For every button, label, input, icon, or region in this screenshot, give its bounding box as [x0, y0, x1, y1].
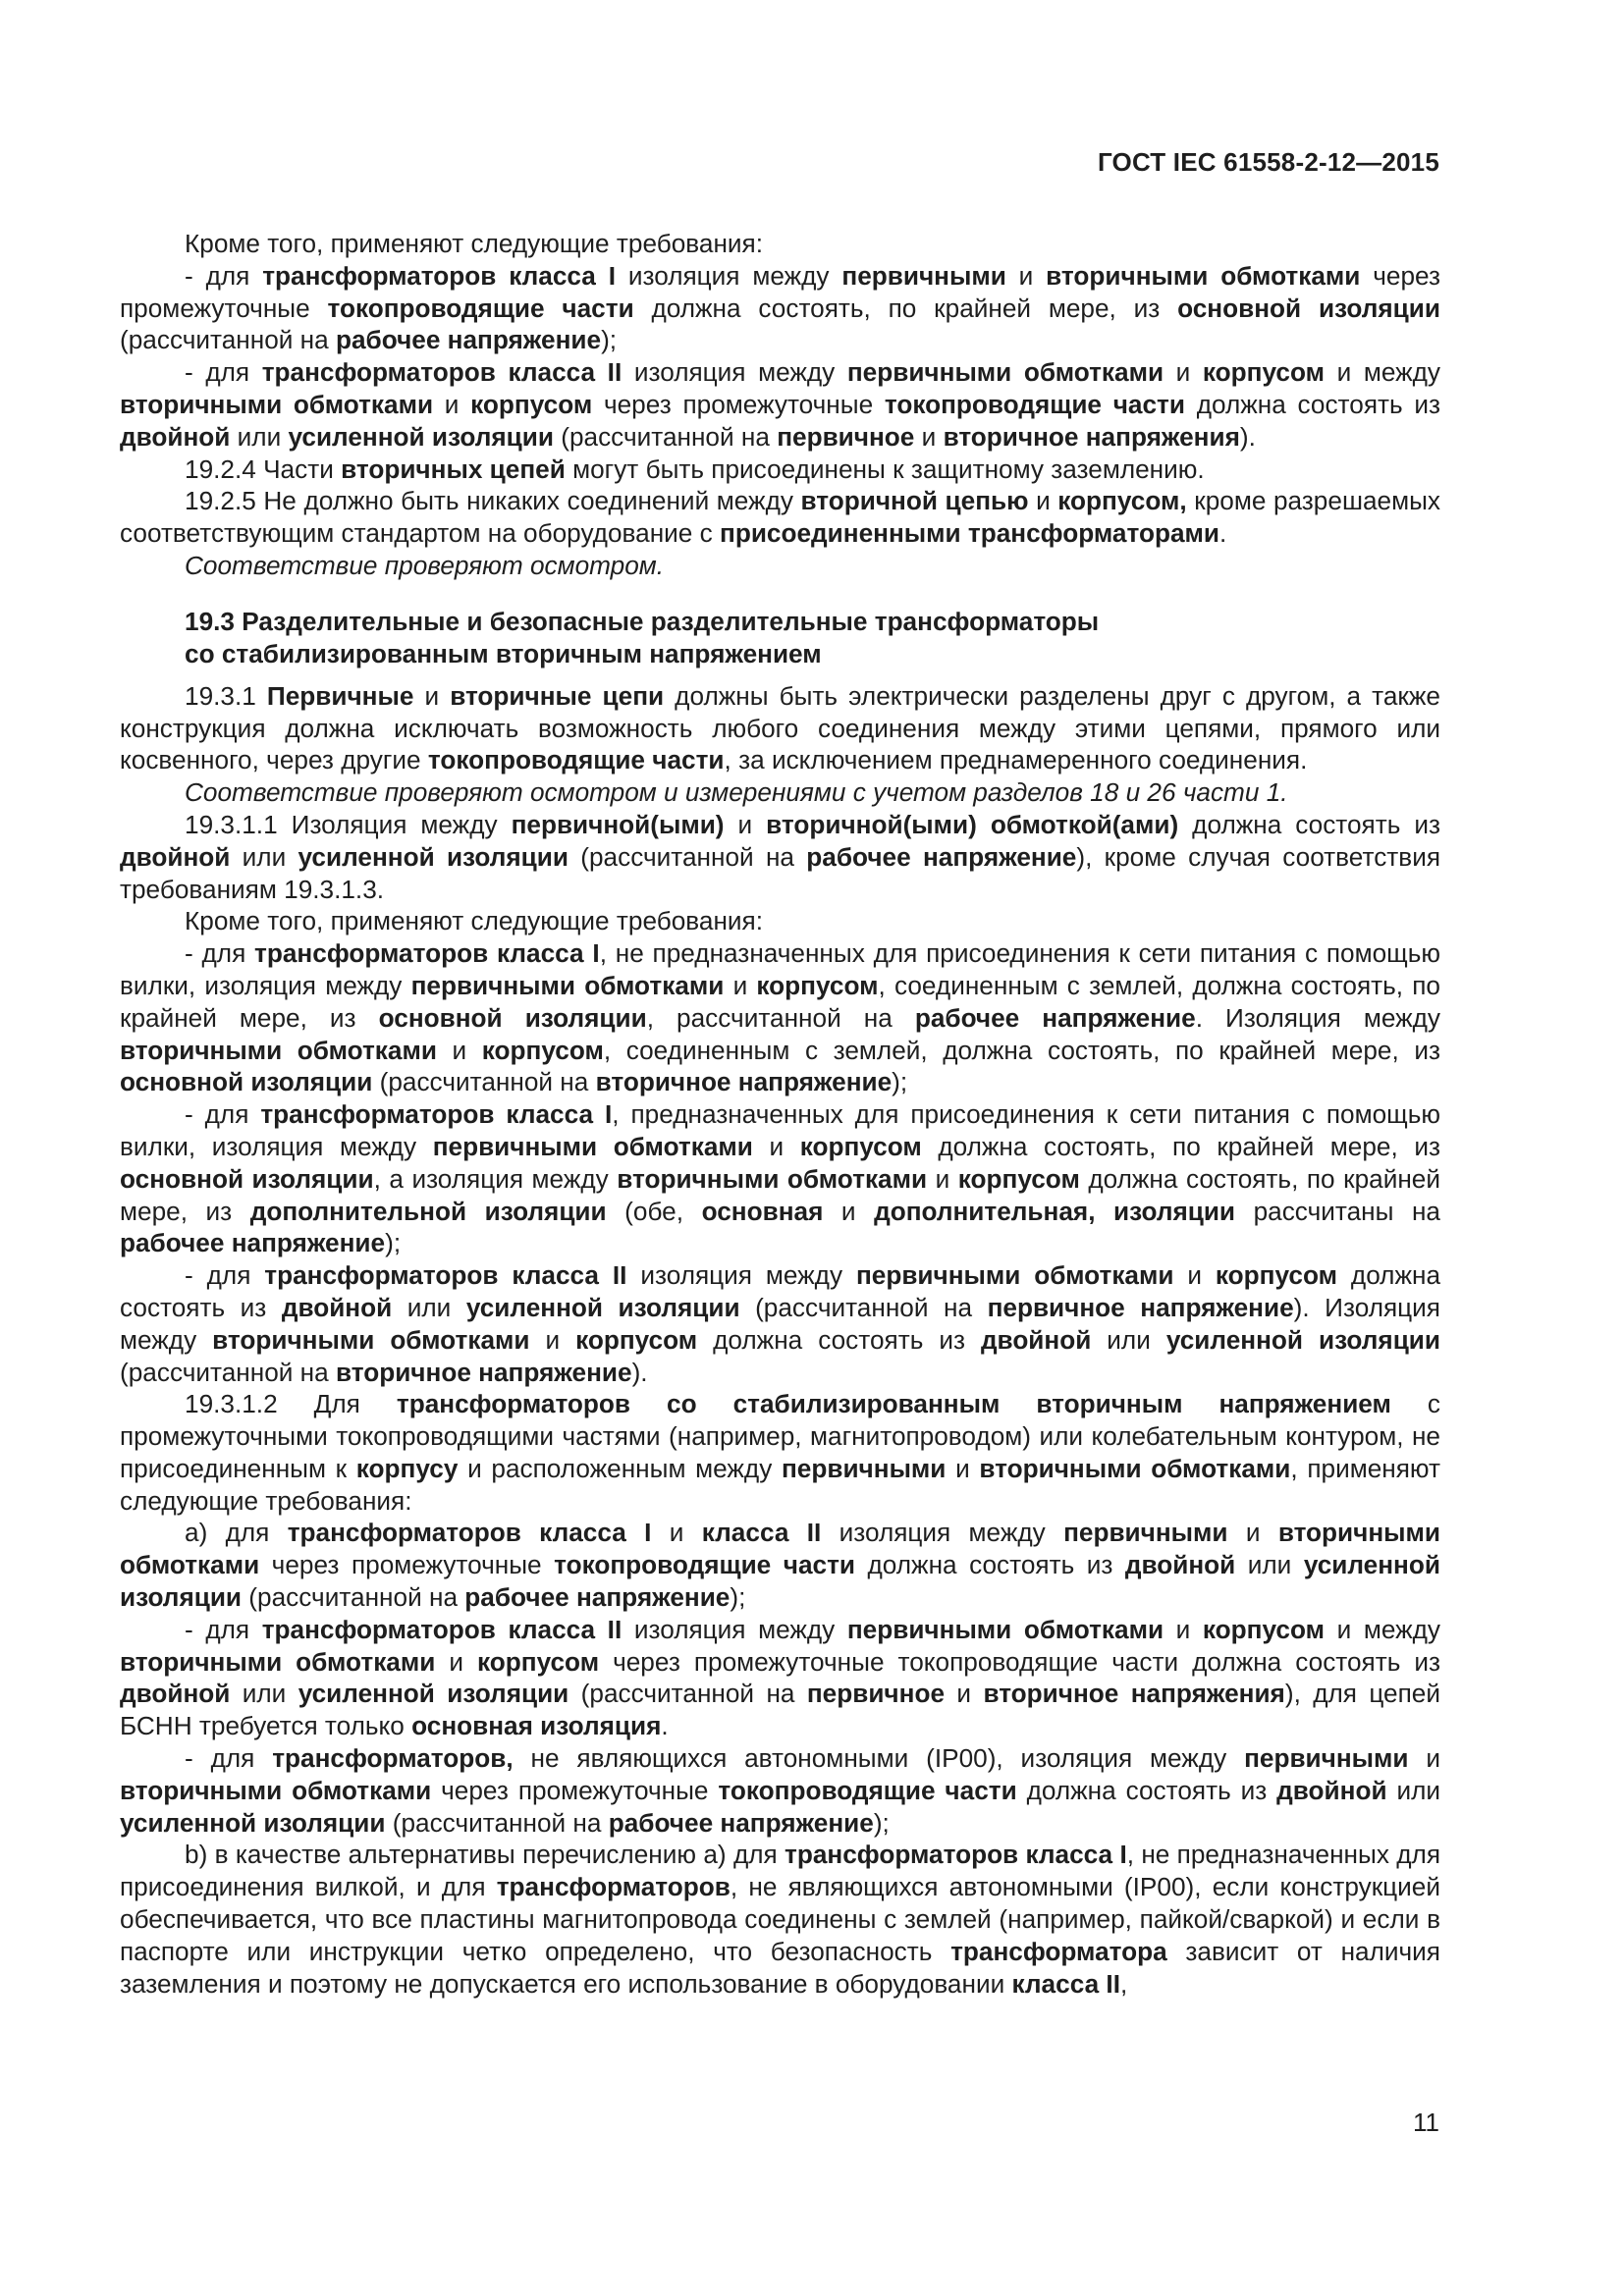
paragraph: - для трансформаторов класса II изоляция между первичными обмотками и корпусом и между вторичными обмотками и корпусом через промежуточные токопроводящие части должна состоять из двойной или усиленной изоляции (рассчитанной на первичное и вторичное напряжения), для цепей БСНН требуется только основная изоляция. — [120, 1614, 1441, 1741]
paragraph: Соответствие проверяют осмотром. — [185, 550, 665, 580]
paragraph: - для трансформаторов класса I, предназначенных для присоединения к сети питания с помощью вилки, изоляция между первичными обмотками и корпусом должна состоять, по крайней мере, из основной изоляции, а изоляция между вторичными обмотками и корпусом должна состоять, по крайней мере, из дополнительной изоляции (обе, основная и дополнительная, изоляции рассчитаны на рабочее напряжение); — [120, 1099, 1441, 1258]
paragraph-group-a — [120, 228, 1440, 582]
paragraph: 19.3.1.2 Для трансформаторов со стабилизированным вторичным напряжением с промежуточными токопроводящими частями (например, магнитопроводом) или колебательным контуром, не присоединенным к корпусу и расположенным между первичными и вторичными обмотками, применяют следующие требования: — [120, 1389, 1440, 1516]
paragraph: - для трансформаторов класса I изоляция между первичными и вторичными обмотками через промежуточные токопроводящие части должна состоять, по крайней мере, из основной изоляции (рассчитанной на рабочее напряжение); — [120, 260, 1441, 355]
page-number: 11 — [1413, 2108, 1439, 2137]
section-heading — [185, 606, 1440, 670]
paragraph: - для трансформаторов класса II изоляция между первичными обмотками и корпусом и между вторичными обмотками и корпусом через промежуточные токопроводящие части должна состоять из двойной или усиленной изоляции (рассчитанной на первичное и вторичное напряжения). — [120, 357, 1441, 452]
paragraph: Соответствие проверяют осмотром и измерениями с учетом разделов 18 и 26 части 1. — [185, 777, 1288, 808]
section-heading-line: со стабилизированным вторичным напряжением — [185, 638, 822, 668]
paragraph: Кроме того, применяют следующие требования: — [185, 229, 764, 258]
paragraph: 19.3.1.1 Изоляция между первичной(ыми) и вторичной(ыми) обмоткой(ами) должна состоять из двойной или усиленной изоляции (рассчитанной на рабочее напряжение), кроме случая соответствия требованиям 19.3.1.3. — [120, 809, 1440, 904]
paragraph: 19.2.5 Не должно быть никаких соединений между вторичной цепью и корпусом, кроме разрешаемых соответствующим стандартом на оборудование с присоединенными трансформаторами. — [120, 486, 1440, 549]
paragraph: - для трансформаторов класса II изоляция между первичными обмотками и корпусом должна состоять из двойной или усиленной изоляции (рассчитанной на первичное напряжение). Изоляция между вторичными обмотками и корпусом должна состоять из двойной или усиленной изоляции (рассчитанной на вторичное напряжение). — [120, 1260, 1441, 1387]
document-id-header: ГОСТ IEC 61558-2-12—2015 — [1097, 147, 1439, 177]
document-body — [120, 228, 1440, 2000]
paragraph: a) для трансформаторов класса I и класса II изоляция между первичными и вторичными обмотками через промежуточные токопроводящие части должна состоять из двойной или усиленной изоляции (рассчитанной на рабочее напряжение); — [120, 1518, 1440, 1613]
paragraph: - для трансформаторов класса I, не предназначенных для присоединения к сети питания с помощью вилки, изоляция между первичными обмотками и корпусом, соединенным с землей, должна состоять, по крайней мере, из основной изоляции, рассчитанной на рабочее напряжение. Изоляция между вторичными обмотками и корпусом, соединенным с землей, должна состоять, по крайней мере, из основной изоляции (рассчитанной на вторичное напряжение); — [120, 938, 1441, 1097]
section-heading-line: 19.3 Разделительные и безопасные разделительные трансформаторы — [185, 606, 1100, 636]
paragraph: 19.2.4 Части вторичных цепей могут быть присоединены к защитному заземлению. — [185, 454, 1205, 484]
paragraph: b) в качестве альтернативы перечислению а) для трансформаторов класса I, не предназначенных для присоединения вилкой, и для трансформаторов, не являющихся автономными (IP00), если конструкцией обеспечивается, что все пластины магнитопровода соединены с землей (например, пайкой/сваркой) и если в паспорте или инструкции четко определено, что безопасность трансформатора зависит от наличия заземления и поэтому не допускается его использование в оборудовании класса II, — [120, 1840, 1441, 1999]
paragraph: Кроме того, применяют следующие требования: — [185, 906, 764, 936]
paragraph: - для трансформаторов, не являющихся автономными (IP00), изоляция между первичными и вторичными обмотками через промежуточные токопроводящие части должна состоять из двойной или усиленной изоляции (рассчитанной на рабочее напряжение); — [120, 1743, 1441, 1838]
paragraph: 19.3.1 Первичные и вторичные цепи должны быть электрически разделены друг с другом, а также конструкция должна исключать возможность любого соединения между этими цепями, прямого или косвенного, через другие токопроводящие части, за исключением преднамеренного соединения. — [120, 680, 1440, 775]
paragraph-group-b — [120, 680, 1440, 2001]
